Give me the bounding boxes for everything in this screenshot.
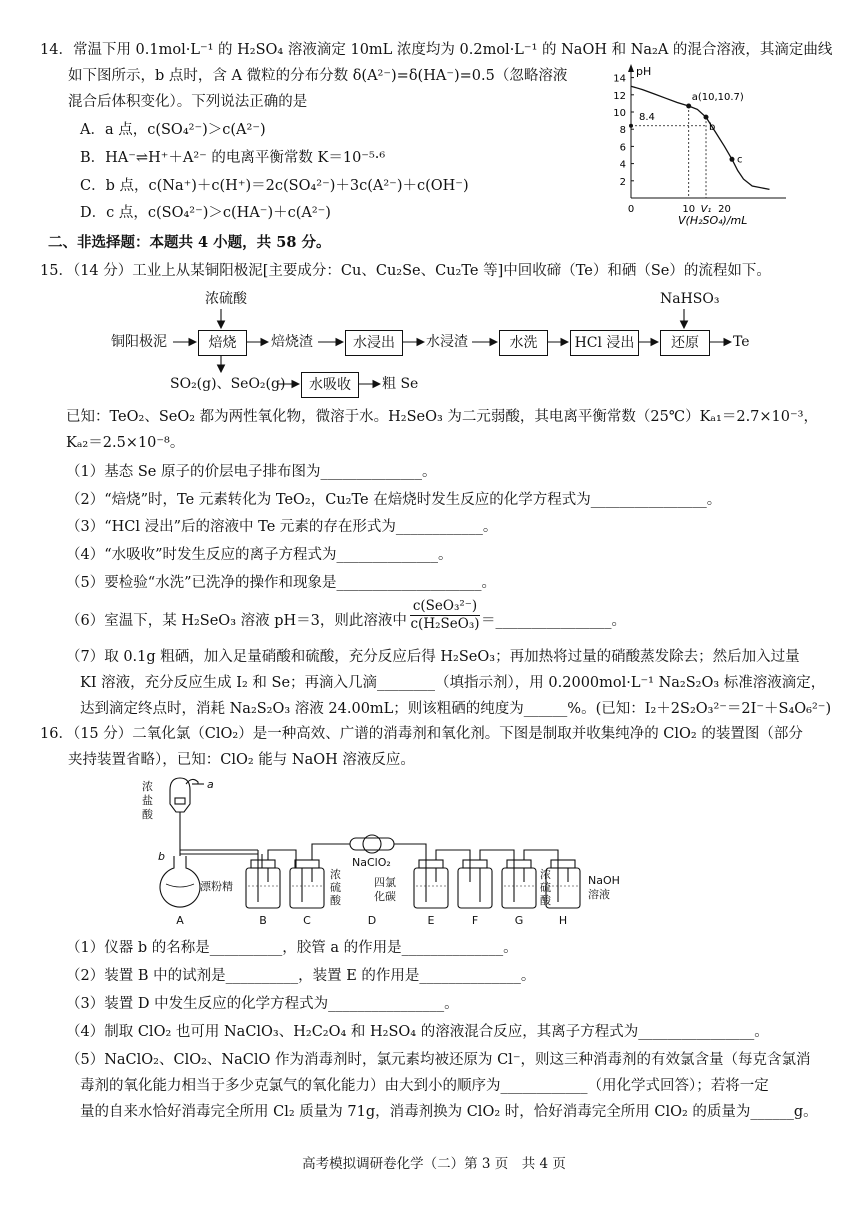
- y-tick-label: 4: [619, 159, 626, 171]
- label-a: a(10,10.7): [691, 91, 744, 103]
- label-bleaching-powder: 漂粉精: [200, 880, 233, 893]
- label-ccl4-2: 化碳: [374, 890, 396, 903]
- fraction-numerator: c(SeO₃²⁻): [410, 598, 480, 616]
- label-conc-hcl-3: 酸: [142, 808, 153, 821]
- q14-option-b: B．HA⁻⇌H⁺＋A²⁻ 的电离平衡常数 K＝10⁻⁵·⁶: [80, 150, 386, 166]
- titration-chart: [600, 62, 800, 234]
- flow-reagent-nahso3: NaHSO₃: [660, 291, 720, 307]
- letter-f: F: [471, 914, 479, 927]
- q16-sub5-line3: 量的自来水恰好消毒完全所用 Cl₂ 质量为 71g，消毒剂换为 ClO₂ 时，恰好消毒完全所用 ClO₂ 的质量为______g。: [80, 1104, 818, 1120]
- y-axis-arrow: [628, 64, 634, 72]
- q14-option-a: A．a 点，c(SO₄²⁻)＞c(A²⁻): [80, 122, 266, 138]
- q15-sub7-line1: （7）取 0.1g 粗硒，加入足量硝酸和硫酸，充分反应后得 H₂SeO₃；再加热将过量的硝酸蒸发除去；然后加入过量: [66, 649, 800, 665]
- point-b: [704, 115, 709, 120]
- q14-line1: 14．常温下用 0.1mol·L⁻¹ 的 H₂SO₄ 溶液滴定 10mL 浓度均为 0.2mol·L⁻¹ 的 NaOH 和 Na₂A 的混合溶液，其滴定曲线: [40, 42, 833, 58]
- q16-intro-line2: 夹持装置省略），已知：ClO₂ 能与 NaOH 溶液反应。: [68, 752, 415, 768]
- q16-sub3: （3）装置 D 中发生反应的化学方程式为________________。: [66, 996, 459, 1012]
- label-naoh-1: NaOH: [588, 874, 620, 887]
- q14-option-d: D．c 点，c(SO₄²⁻)＞c(HA⁻)＋c(A²⁻): [80, 205, 331, 221]
- letter-a: A: [176, 914, 184, 927]
- label-c: c: [736, 154, 743, 166]
- label-g-acid-3: 酸: [540, 894, 551, 907]
- q14-line3: 混合后体积变化）。下列说法正确的是: [68, 94, 308, 110]
- point-8-4: [629, 124, 633, 128]
- flow-step-reduce: 还原: [660, 330, 710, 356]
- q15-sub6-fraction: [410, 598, 480, 633]
- label-c-acid-2: 硫: [330, 881, 341, 894]
- bottle-b: [246, 868, 280, 908]
- flow-step-hcl-leach: HCl 浸出: [570, 330, 639, 356]
- q15-sub5: （5）要检验“水洗”已洗净的操作和现象是____________________。: [66, 575, 497, 591]
- letter-d: D: [367, 914, 377, 927]
- flow-step-absorb: 水吸收: [301, 372, 359, 398]
- q15-sub7-line3: 达到滴定终点时，消耗 Na₂S₂O₃ 溶液 24.00mL；则该粗硒的纯度为______%。(已知：I₂＋2S₂O₃²⁻＝2I⁻＋S₄O₆²⁻): [80, 701, 832, 717]
- x-axis-label: V(H₂SO₄)/mL: [678, 214, 748, 227]
- bottle-g: [502, 868, 536, 908]
- flow-water-residue: 水浸渣: [426, 334, 468, 350]
- label-ccl4-1: 四氯: [374, 876, 396, 889]
- label-b: b: [709, 122, 716, 134]
- q16-sub4: （4）制取 ClO₂ 也可用 NaClO₃、H₂C₂O₄ 和 H₂SO₄ 的溶液混合反应，其离子方程式为________________。: [66, 1024, 769, 1040]
- fraction-denominator: c(H₂SeO₃): [410, 616, 480, 632]
- letter-c: C: [303, 914, 311, 927]
- q16-sub5-line1: （5）NaClO₂、ClO₂、NaClO 作为消毒剂时，氯元素均被还原为 Cl⁻，则这三种消毒剂的有效氯含量（每克含氯消: [66, 1052, 811, 1068]
- reaction-tube-d: [350, 838, 394, 850]
- x-tick-label: V₁: [700, 204, 712, 215]
- q15-sub6-blank: ＝________________。: [481, 613, 626, 629]
- flow-product-te: Te: [733, 334, 750, 350]
- label-b: b: [158, 850, 165, 863]
- label-conc-hcl-2: 盐: [142, 794, 153, 807]
- x-tick-label: 20: [718, 204, 731, 215]
- label-naclo2: NaClO₂: [352, 856, 391, 869]
- q16-sub2: （2）装置 B 中的试剂是__________，装置 E 的作用是______________。: [66, 968, 536, 984]
- page-footer: 高考模拟调研卷化学（二）第 3 页 共 4 页: [302, 1156, 566, 1172]
- q15-sub4: （4）“水吸收”时发生反应的离子方程式为______________。: [66, 547, 453, 563]
- letter-h: H: [558, 914, 568, 927]
- q15-sub6-text: （6）室温下，某 H₂SeO₃ 溶液 pH＝3，则此溶液中: [66, 613, 407, 629]
- flow-roast-residue: 焙烧渣: [271, 334, 313, 350]
- flow-step-water-leach: 水浸出: [345, 330, 403, 356]
- flow-step-roast: 焙烧: [198, 330, 247, 356]
- pressure-tube-a: [186, 779, 198, 784]
- q16-sub1: （1）仪器 b 的名称是__________，胶管 a 的作用是______________。: [66, 940, 518, 956]
- q15-sub7-line2: KI 溶液，充分反应生成 I₂ 和 Se；再滴入几滴________（填指示剂），用 0.2000mol·L⁻¹ Na₂S₂O₃ 标准溶液滴定，: [80, 675, 826, 691]
- letter-b: B: [259, 914, 267, 927]
- bottle-h: [546, 868, 580, 908]
- section-2-heading: 二、非选择题：本题共 4 小题，共 58 分。: [48, 234, 331, 251]
- q16-intro-line1: 16．（15 分）二氧化氯（ClO₂）是一种高效、广谱的消毒剂和氧化剂。下图是制取并收集纯净的 ClO₂ 的装置图（部分: [40, 726, 803, 742]
- x-tick-label: 10: [682, 204, 696, 215]
- q15-intro: 15．（14 分）工业上从某铜阳极泥[主要成分：Cu、Cu₂Se、Cu₂Te 等]中回收碲（Te）和硒（Se）的流程如下。: [40, 263, 771, 279]
- q15-sub2: （2）“焙烧”时，Te 元素转化为 TeO₂，Cu₂Te 在焙烧时发生反应的化学方程式为________________。: [66, 492, 722, 508]
- label-g-acid-1: 浓: [540, 868, 551, 881]
- q15-sub3: （3）“HCl 浸出”后的溶液中 Te 元素的存在形式为____________。: [66, 519, 498, 535]
- label-conc-hcl-1: 浓: [142, 780, 153, 793]
- flow-reagent-sulfuric: 浓硫酸: [205, 291, 247, 307]
- q14-line2: 如下图所示，b 点时，含 A 微粒的分布分数 δ(A²⁻)=δ(HA⁻)=0.5（忽略溶液: [68, 68, 568, 84]
- y-tick-label: 6: [619, 142, 626, 154]
- round-flask-b: [160, 856, 200, 907]
- apparatus-diagram: [130, 772, 650, 932]
- label-a: a: [207, 778, 214, 791]
- q14-option-c: C．b 点，c(Na⁺)＋c(H⁺)＝2c(SO₄²⁻)＋3c(A²⁻)＋c(OH⁻): [80, 178, 469, 194]
- y-tick-label: 10: [613, 108, 626, 119]
- flow-step-wash: 水洗: [499, 330, 548, 356]
- letter-e: E: [427, 914, 435, 927]
- y-tick-label: 2: [619, 176, 626, 188]
- label-8-4: 8.4: [639, 111, 655, 123]
- label-g-acid-2: 硫: [540, 881, 551, 894]
- label-naoh-2: 溶液: [588, 888, 610, 901]
- point-a: [686, 103, 691, 108]
- q15-known-line2: Kₐ₂＝2.5×10⁻⁸。: [66, 435, 185, 451]
- bottle-c: [290, 868, 324, 908]
- y-tick-label: 12: [613, 90, 626, 102]
- y-tick-label: 14: [613, 73, 626, 85]
- bottle-f: [458, 868, 492, 908]
- bottle-e: [414, 868, 448, 908]
- label-c-acid-1: 浓: [330, 868, 341, 881]
- flow-arrows: [0, 280, 868, 400]
- flow-crude-se: 粗 Se: [382, 376, 419, 392]
- letter-g: G: [514, 914, 524, 927]
- y-axis-label: pH: [636, 65, 652, 78]
- flow-diagram: [0, 280, 868, 400]
- x-tick-label: 0: [627, 204, 635, 215]
- q15-sub1: （1）基态 Se 原子的价层电子排布图为______________。: [66, 464, 437, 480]
- point-c: [729, 157, 734, 162]
- q15-known-line1: 已知：TeO₂、SeO₂ 都为两性氧化物，微溶于水。H₂SeO₃ 为二元弱酸，其电离平衡常数（25℃）Kₐ₁＝2.7×10⁻³，: [66, 409, 818, 425]
- label-c-acid-3: 酸: [330, 894, 341, 907]
- y-tick-label: 8: [619, 125, 626, 137]
- flow-gas: SO₂(g)、SeO₂(g): [170, 376, 286, 392]
- flow-start: 铜阳极泥: [111, 334, 167, 350]
- q16-sub5-line2: 毒剂的氧化能力相当于多少克氯气的氧化能力）由大到小的顺序为____________（用化学式回答）；若将一定: [80, 1078, 769, 1094]
